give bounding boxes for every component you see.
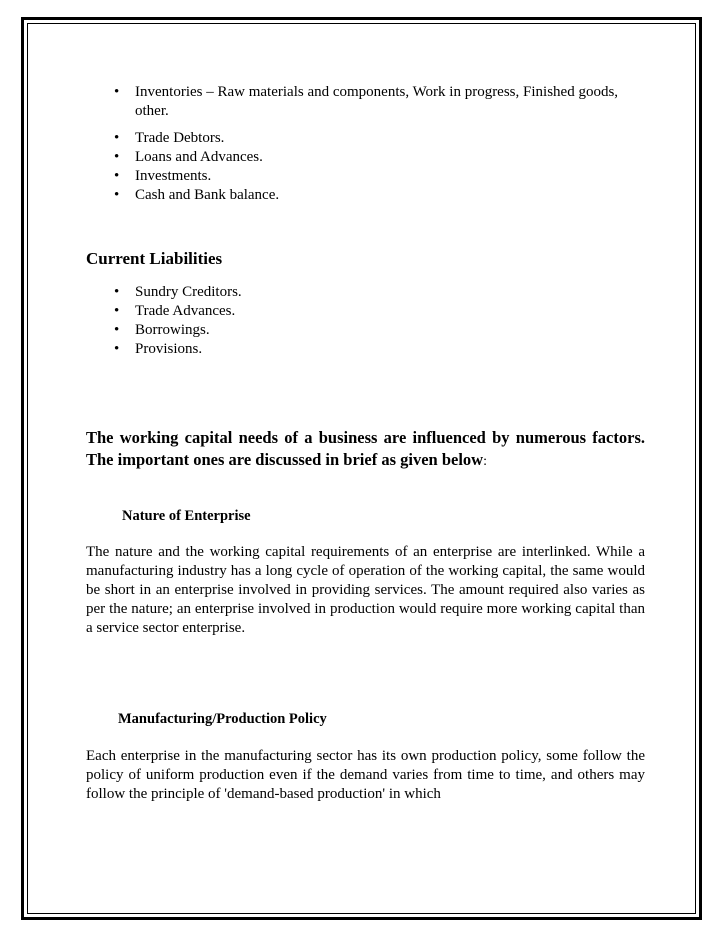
list-item bbox=[86, 321, 645, 340]
current-assets-list bbox=[86, 83, 645, 205]
current-liabilities-list bbox=[86, 283, 645, 359]
bullet-icon: • bbox=[114, 284, 120, 300]
list-item bbox=[86, 167, 645, 186]
list-item-text: Cash and Bank balance. bbox=[135, 187, 280, 203]
bullet-icon: • bbox=[114, 341, 120, 357]
manufacturing-policy-heading: Manufacturing/Production Policy bbox=[118, 711, 327, 727]
list-item-text: Loans and Advances. bbox=[135, 149, 263, 165]
bullet-icon: • bbox=[114, 149, 120, 165]
list-item-text: Sundry Creditors. bbox=[135, 284, 242, 300]
factors-intro-colon: : bbox=[483, 454, 487, 469]
list-item bbox=[86, 283, 645, 302]
manufacturing-policy-paragraph: Each enterprise in the manufacturing sector has its own production policy, some follow the policy of uniform production even if the demand varies from time to time, and others may follow the principle of 'demand-based production' in which bbox=[86, 748, 645, 802]
list-item bbox=[86, 186, 645, 205]
list-item bbox=[86, 83, 645, 121]
document-body bbox=[86, 83, 645, 804]
list-item-text: Trade Debtors. bbox=[135, 130, 225, 146]
bullet-icon: • bbox=[114, 303, 120, 319]
list-item bbox=[86, 302, 645, 321]
bullet-icon: • bbox=[114, 322, 120, 338]
factors-intro-text: The working capital needs of a business are influenced by numerous factors. The important ones are discussed in brief as given below bbox=[86, 428, 645, 469]
list-item bbox=[86, 129, 645, 148]
bullet-icon: • bbox=[114, 187, 120, 203]
list-item-text: Borrowings. bbox=[135, 322, 210, 338]
current-liabilities-heading: Current Liabilities bbox=[86, 249, 223, 268]
list-item bbox=[86, 340, 645, 359]
list-item-text: Investments. bbox=[135, 168, 212, 184]
bullet-icon: • bbox=[114, 130, 120, 146]
list-item-text: Provisions. bbox=[135, 341, 203, 357]
bullet-icon: • bbox=[114, 84, 120, 100]
list-item-text: Inventories – Raw materials and components, Work in progress, Finished goods, other. bbox=[135, 84, 619, 119]
factors-intro bbox=[86, 427, 645, 473]
bullet-icon: • bbox=[114, 168, 120, 184]
list-item-text: Trade Advances. bbox=[135, 303, 236, 319]
nature-of-enterprise-heading: Nature of Enterprise bbox=[122, 508, 251, 524]
nature-of-enterprise-paragraph: The nature and the working capital requirements of an enterprise are interlinked. While a manufacturing industry has a long cycle of operation of the working capital, the same would be short in an enterprise involved in providing services. The amount required also varies as per the nature; an enterprise involved in production would require more working capital than a service sector enterprise. bbox=[86, 544, 645, 636]
list-item bbox=[86, 148, 645, 167]
